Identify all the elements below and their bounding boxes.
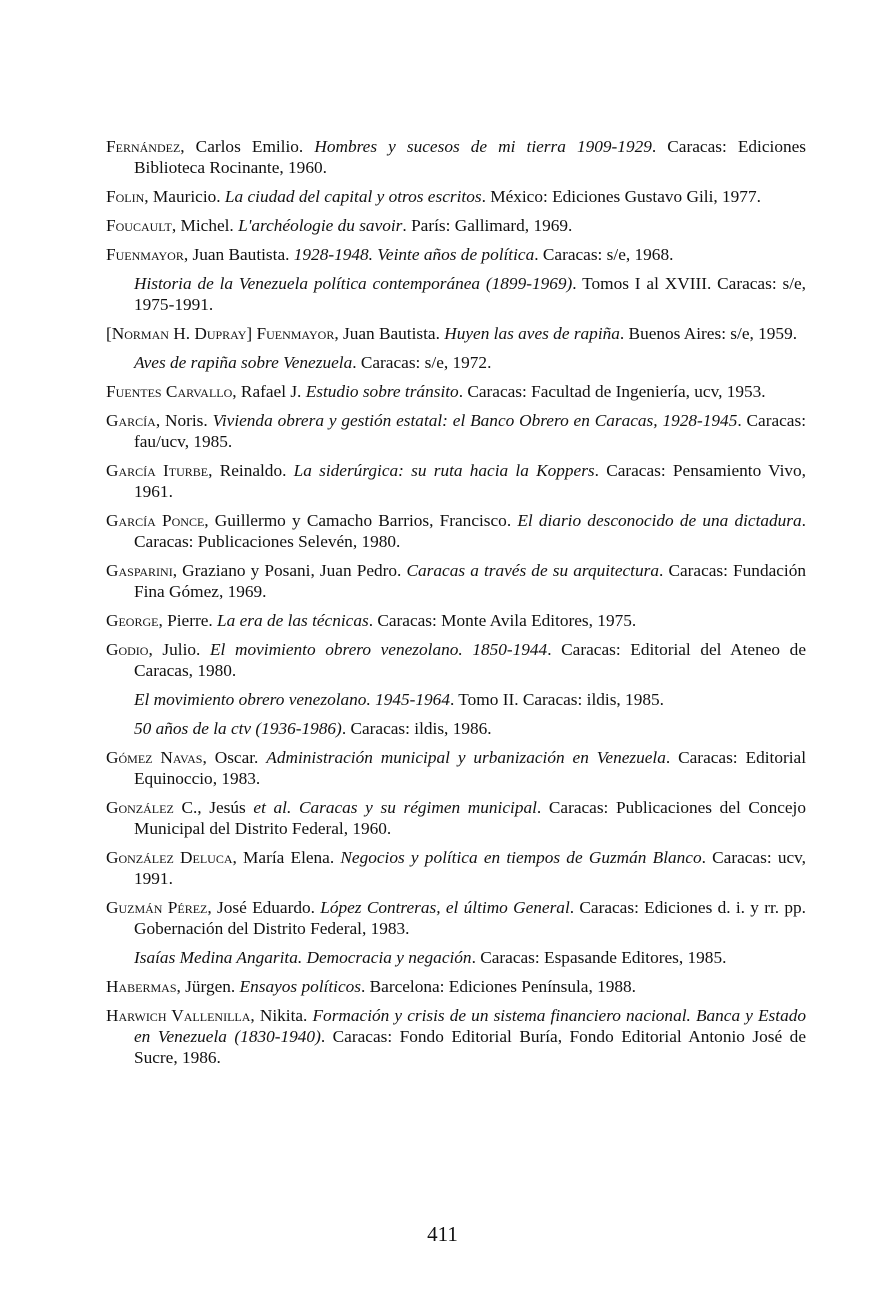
- bib-entry-continuation: El movimiento obrero venezolano. 1945-1964. Tomo II. Caracas: ildis, 1985.: [134, 690, 664, 709]
- bib-entry: García, Noris. Vivienda obrera y gestión estatal: el Banco Obrero en Caracas, 1928-1945. Caracas: fau/ucv, 1985.: [106, 411, 807, 451]
- bib-entry: González Deluca, María Elena. Negocios y política en tiempos de Guzmán Blanco. Caracas: ucv, 1991.: [106, 848, 806, 888]
- bib-entry: Fernández, Carlos Emilio. Hombres y sucesos de mi tierra 1909-1929. Caracas: Ediciones Biblioteca Rocinante, 1960.: [106, 137, 806, 177]
- bib-entry: Godio, Julio. El movimiento obrero venezolano. 1850-1944. Caracas: Editorial del Ateneo de Caracas, 1980.: [106, 640, 806, 680]
- bib-entry: Harwich Vallenilla, Nikita. Formación y crisis de un sistema financiero nacional. Banca y Estado en Venezuela (1830-1940). Caracas: Fondo Editorial Buría, Fondo Editorial Antonio José de Sucre, 1986.: [106, 1006, 807, 1067]
- bib-entry: Gasparini, Graziano y Posani, Juan Pedro. Caracas a través de su arquitectura. Caracas: Fundación Fina Gómez, 1969.: [106, 561, 807, 601]
- bib-entry: Habermas, Jürgen. Ensayos políticos. Barcelona: Ediciones Península, 1988.: [106, 977, 636, 996]
- bib-entry-continuation: Historia de la Venezuela política contemporánea (1899-1969). Tomos I al XVIII. Caracas: s/e, 1975-1991.: [134, 274, 806, 314]
- page-number: 411: [427, 1222, 458, 1246]
- bibliography-page: [106, 136, 806, 1076]
- bib-entry: Gómez Navas, Oscar. Administración municipal y urbanización en Venezuela. Caracas: Editorial Equinoccio, 1983.: [106, 748, 806, 788]
- bib-entry-continuation: Isaías Medina Angarita. Democracia y negación. Caracas: Espasande Editores, 1985.: [134, 948, 727, 967]
- bib-entry: [Norman H. Dupray] Fuenmayor, Juan Bautista. Huyen las aves de rapiña. Buenos Aires: s/e, 1959.: [106, 324, 798, 343]
- bib-entry: García Iturbe, Reinaldo. La siderúrgica: su ruta hacia la Koppers. Caracas: Pensamiento Vivo, 1961.: [106, 461, 806, 501]
- bib-entry: George, Pierre. La era de las técnicas. Caracas: Monte Avila Editores, 1975.: [106, 611, 637, 630]
- bib-entry: García Ponce, Guillermo y Camacho Barrios, Francisco. El diario desconocido de una dictadura. Caracas: Publicaciones Selevén, 1980.: [106, 511, 806, 551]
- bib-entry-continuation: Aves de rapiña sobre Venezuela. Caracas: s/e, 1972.: [134, 353, 492, 372]
- bib-entry: Guzmán Pérez, José Eduardo. López Contreras, el último General. Caracas: Ediciones d. i. y rr. pp. Gobernación del Distrito Federal, 1983.: [106, 898, 807, 938]
- bib-entry-continuation: 50 años de la ctv (1936-1986). Caracas: ildis, 1986.: [134, 719, 492, 738]
- bib-entry: Folin, Mauricio. La ciudad del capital y otros escritos. México: Ediciones Gustavo Gili, 1977.: [106, 187, 761, 206]
- bib-entry: Fuenmayor, Juan Bautista. 1928-1948. Veinte años de política. Caracas: s/e, 1968.: [106, 245, 674, 264]
- bib-entry: Fuentes Carvallo, Rafael J. Estudio sobre tránsito. Caracas: Facultad de Ingeniería, ucv, 1953.: [106, 382, 766, 401]
- bib-entry: González C., Jesús et al. Caracas y su régimen municipal. Caracas: Publicaciones del Concejo Municipal del Distrito Federal, 1960.: [106, 798, 806, 838]
- bib-entry: Foucault, Michel. L'archéologie du savoir. París: Gallimard, 1969.: [106, 216, 573, 235]
